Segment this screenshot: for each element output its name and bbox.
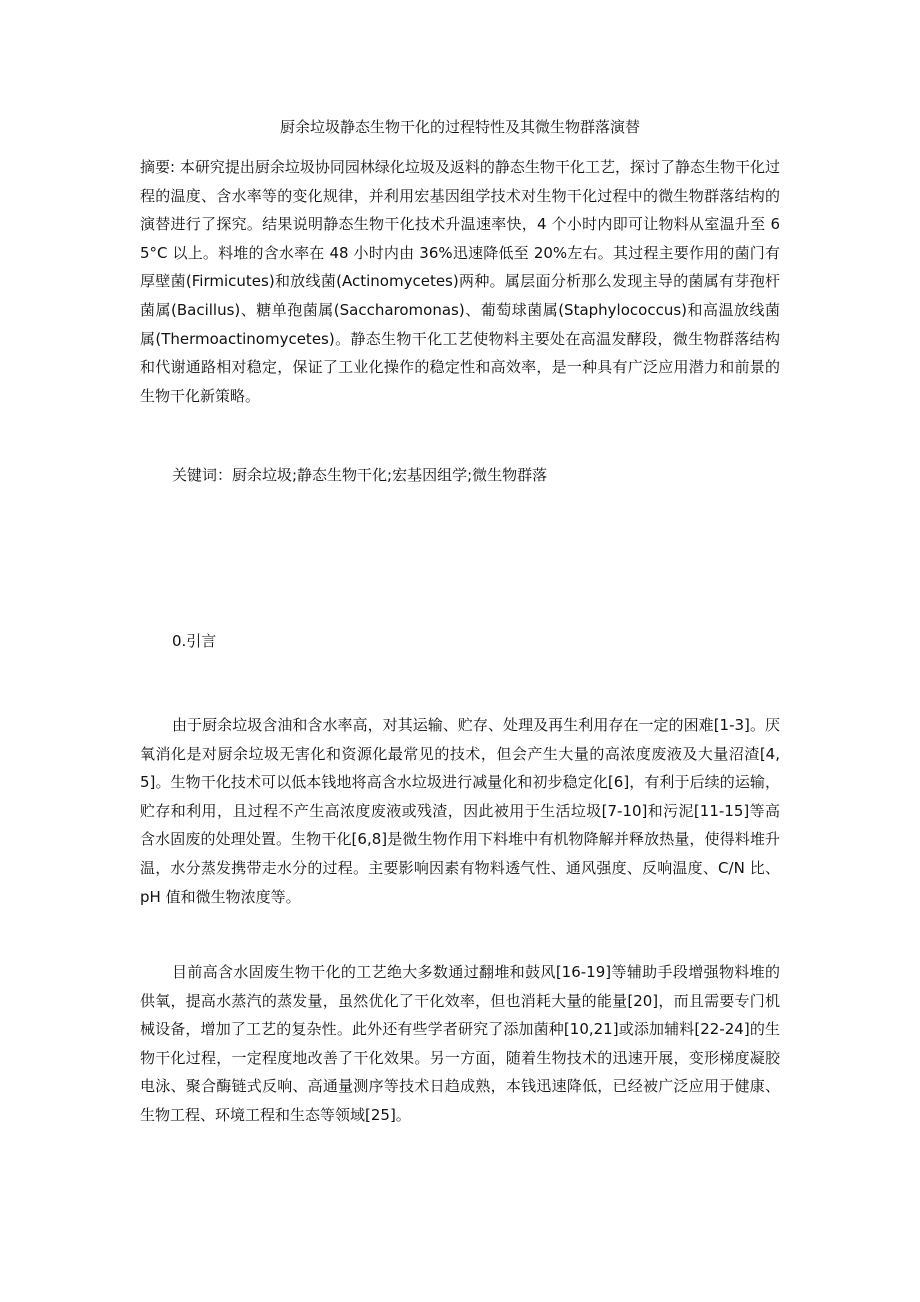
body-paragraph: 由于厨余垃圾含油和含水率高，对其运输、贮存、处理及再生利用存在一定的困难[1-3]。厌氧消化是对厨余垃圾无害化和资源化最常见的技术，但会产生大量的高浓度废液及大量沼渣[4,5]。生物干化技术可以低本钱地将高含水垃圾进行减量化和初步稳定化[6]，有利于后续的运输，贮存和利用，且过程不产生高浓度废液或残渣，因此被用于生活垃圾[7-10]和污泥[11-15]等高含水固废的处理处置。生物干化[6,8]是微生物作用下料堆中有机物降解并释放热量，使得料堆升温，水分蒸发携带走水分的过程。主要影响因素有物料透气性、通风强度、反响温度、C/N 比、pH 值和微生物浓度等。	[140, 716, 780, 906]
body-paragraph: 目前高含水固废生物干化的工艺绝大多数通过翻堆和鼓风[16-19]等辅助手段增强物料堆的供氧，提高水蒸汽的蒸发量，虽然优化了干化效率，但也消耗大量的能量[20]，而且需要专门机械设备，增加了工艺的复杂性。此外还有些学者研究了添加菌种[10,21]或添加辅料[22-24]的生物干化过程，一定程度地改善了干化效果。另一方面，随着生物技术的迅速开展，变形梯度凝胶电泳、聚合酶链式反响、高通量测序等技术日趋成熟，本钱迅速降低，已经被广泛应用于健康、生物工程、环境工程和生态等领域[25]。	[140, 963, 780, 1124]
section-heading-introduction: 0.引言	[172, 632, 217, 650]
document-title: 厨余垃圾静态生物干化的过程特性及其微生物群落演替	[279, 118, 640, 136]
abstract-paragraph: 摘要: 本研究提出厨余垃圾协同园林绿化垃圾及返料的静态生物干化工艺，探讨了静态生物干化过程的温度、含水率等的变化规律，并利用宏基因组学技术对生物干化过程中的微生物群落结构的演替进行了探究。结果说明静态生物干化技术升温速率快，4 个小时内即可让物料从室温升至 65°C 以上。料堆的含水率在 48 小时内由 36%迅速降低至 20%左右。其过程主要作用的菌门有厚壁菌(Firmicutes)和放线菌(Actinomycetes)两种。属层面分析那么发现主导的菌属有芽孢杆菌属(Bacillus)、糖单孢菌属(Saccharomonas)、葡萄球菌属(Staphylococcus)和高温放线菌属(Thermoactinomycetes)。静态生物干化工艺使物料主要处在高温发酵段，微生物群落结构和代谢通路相对稳定，保证了工业化操作的稳定性和高效率，是一种具有广泛应用潜力和前景的生物干化新策略。	[140, 158, 780, 405]
keywords-line: 关键词：厨余垃圾;静态生物干化;宏基因组学;微生物群落	[172, 466, 548, 484]
